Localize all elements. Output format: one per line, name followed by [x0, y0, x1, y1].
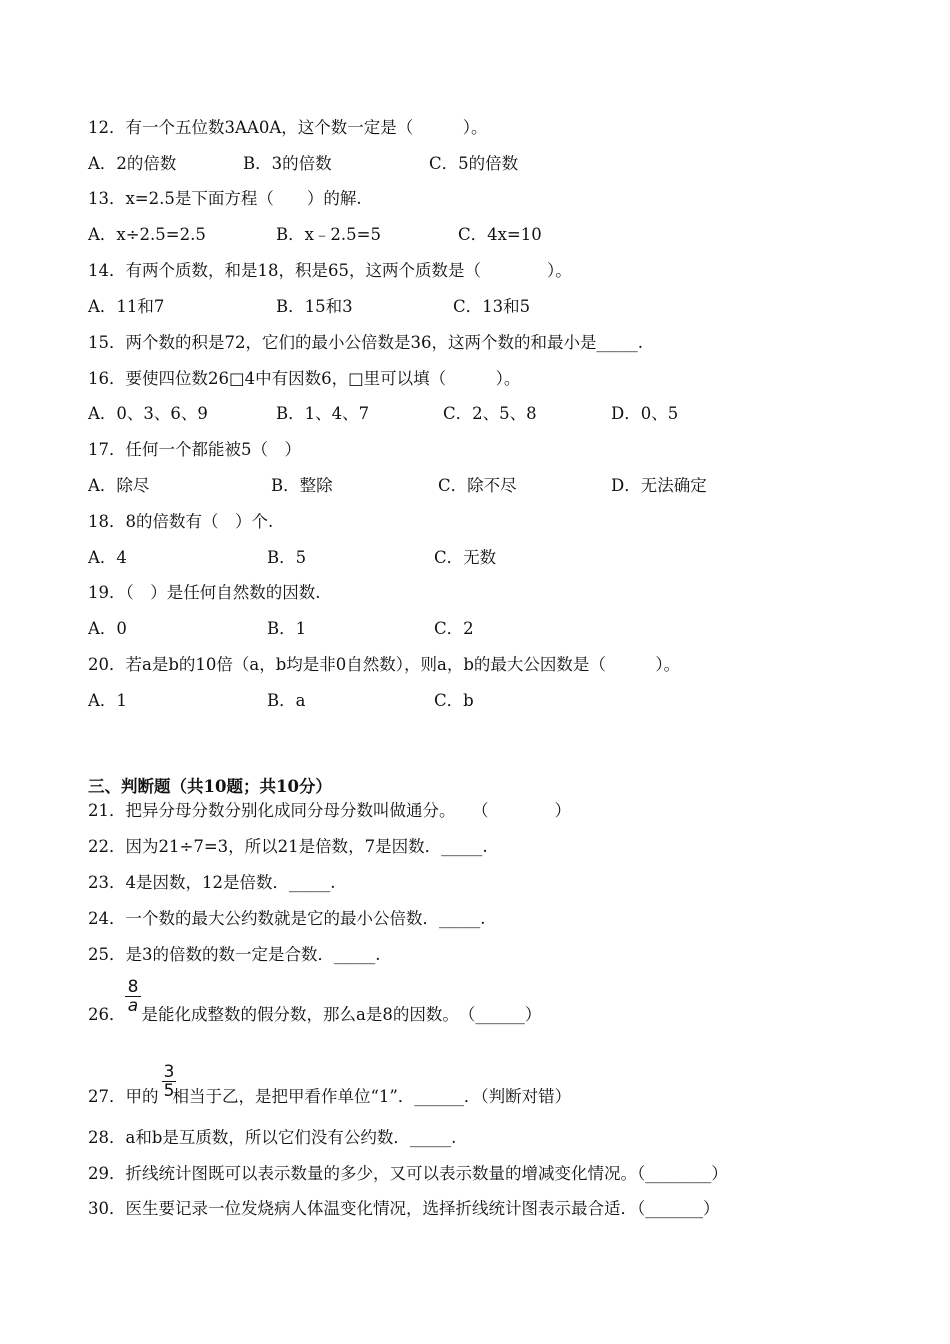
q20-option-c: C．b — [434, 691, 474, 710]
question-29: 29．折线统计图既可以表示数量的多少，又可以表示数量的增减变化情况。（________） — [88, 1164, 728, 1183]
q14-option-b: B．15和3 — [276, 297, 353, 316]
question-16: 16．要使四位数26□4中有因数6，□里可以填（ ）。 — [88, 369, 521, 388]
q26-prefix: 26． — [88, 1005, 126, 1024]
q14-option-a: A．11和7 — [88, 297, 165, 316]
question-23: 23．4是因数，12是倍数．_____. — [88, 873, 336, 892]
q12-option-a: A．2的倍数 — [88, 154, 177, 173]
q20-option-a: A．1 — [88, 691, 127, 710]
question-18: 18．8的倍数有（ ）个. — [88, 512, 274, 531]
q26-fraction — [125, 978, 141, 1015]
q27-suffix: 相当于乙，是把甲看作单位“1”．______．（判断对错） — [172, 1087, 572, 1106]
q27-prefix: 27．甲的 — [88, 1087, 159, 1106]
q26-fraction-numerator: 8 — [127, 977, 139, 997]
question-25: 25．是3的倍数的数一定是合数．_____. — [88, 945, 381, 964]
q14-option-c: C．13和5 — [453, 297, 531, 316]
q20-option-b: B．a — [267, 691, 306, 710]
q16-option-c: C．2、5、8 — [443, 404, 537, 423]
q13-option-a: A．x÷2.5=2.5 — [88, 225, 206, 244]
q13-option-b: B．x﹣2.5=5 — [276, 225, 381, 244]
q13-option-c: C．4x=10 — [458, 225, 542, 244]
section-3-heading: 三、判断题（共10题；共10分） — [88, 777, 332, 796]
q18-option-c: C．无数 — [434, 548, 497, 567]
q17-option-a: A．除尽 — [88, 476, 150, 495]
q19-option-a: A．0 — [88, 619, 127, 638]
q12-option-b: B．3的倍数 — [243, 154, 332, 173]
q27-fraction-denominator: 5 — [163, 1081, 175, 1101]
q27-fraction — [162, 1063, 176, 1100]
question-13: 13．x=2.5是下面方程（ ）的解. — [88, 189, 362, 208]
question-28: 28．a和b是互质数，所以它们没有公约数．_____. — [88, 1128, 457, 1147]
q26-fraction-denominator: a — [127, 996, 139, 1016]
q18-option-a: A．4 — [88, 548, 127, 567]
q27-fraction-numerator: 3 — [163, 1062, 175, 1082]
question-14: 14．有两个质数，和是18，积是65，这两个质数是（ ）。 — [88, 261, 572, 280]
question-17: 17．任何一个都能被5（ ） — [88, 440, 301, 459]
q17-option-d: D．无法确定 — [611, 476, 707, 495]
q26-suffix: 是能化成整数的假分数，那么a是8的因数。 （______） — [141, 1005, 542, 1024]
question-27 — [88, 1087, 571, 1107]
question-24: 24．一个数的最大公约数就是它的最小公倍数．_____. — [88, 909, 486, 928]
q16-option-b: B．1、4、7 — [276, 404, 370, 423]
question-26 — [88, 1005, 541, 1025]
q16-option-d: D．0、5 — [611, 404, 679, 423]
question-21: 21．把异分母分数分别化成同分母分数叫做通分。 （ ） — [88, 801, 571, 820]
q18-option-b: B．5 — [267, 548, 307, 567]
question-22: 22．因为21÷7=3，所以21是倍数，7是因数．_____. — [88, 837, 488, 856]
question-19: 19．（ ）是任何自然数的因数. — [88, 583, 321, 602]
q19-option-c: C．2 — [434, 619, 474, 638]
question-12: 12．有一个五位数3AA0A，这个数一定是（ ）。 — [88, 118, 488, 137]
question-20: 20．若a是b的10倍（a，b均是非0自然数），则a，b的最大公因数是（ ）。 — [88, 655, 681, 674]
q19-option-b: B．1 — [267, 619, 307, 638]
q17-option-c: C．除不尽 — [438, 476, 517, 495]
q12-option-c: C．5的倍数 — [429, 154, 519, 173]
q17-option-b: B．整除 — [271, 476, 333, 495]
question-15: 15．两个数的积是72，它们的最小公倍数是36，这两个数的和最小是_____. — [88, 333, 643, 352]
question-30: 30．医生要记录一位发烧病人体温变化情况，选择折线统计图表示最合适．（_______） — [88, 1199, 720, 1218]
q16-option-a: A．0、3、6、9 — [88, 404, 208, 423]
